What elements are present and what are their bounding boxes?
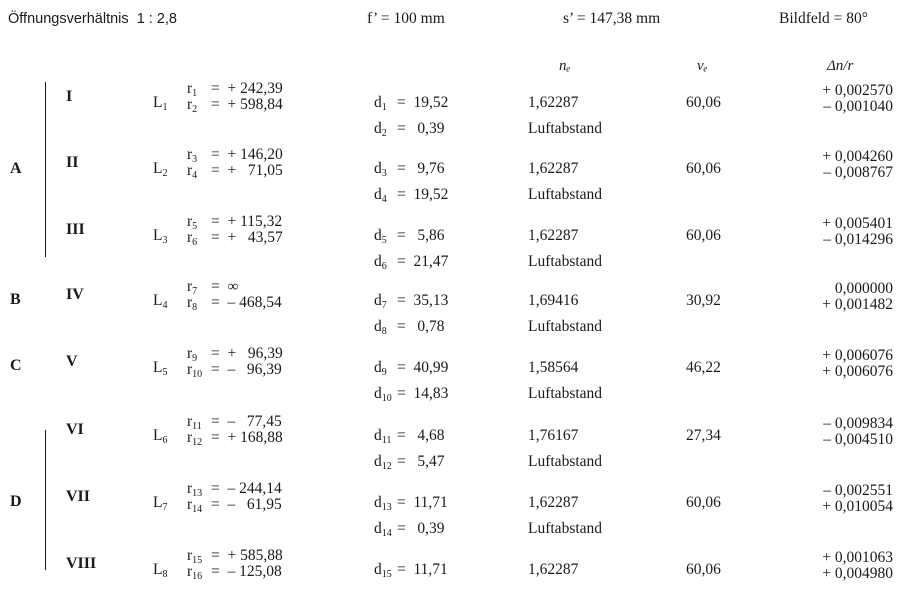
air-gap-label: Luftabstand	[528, 385, 603, 402]
thickness	[374, 227, 387, 247]
air-gap-label: Luftabstand	[528, 120, 603, 137]
radius-back	[187, 361, 202, 381]
delta-n-r-back: – 0,001040	[823, 98, 893, 115]
thickness-subscript: 9	[381, 367, 387, 378]
radius-back-symbol: r	[187, 294, 193, 311]
thickness-value: = 11,71	[397, 494, 448, 511]
abbe-number: 30,92	[686, 292, 721, 309]
delta-n-r-back: + 0,004980	[822, 565, 893, 582]
radius-front-value: = – 77,45	[211, 413, 282, 430]
delta-n-r-front: 0,000000	[834, 280, 893, 297]
thickness	[374, 427, 391, 447]
lens-label-symbol: L	[153, 561, 163, 578]
air-gap-symbol: d	[374, 186, 382, 203]
lens-number: IV	[66, 286, 84, 303]
refractive-index: 1,58564	[528, 359, 579, 376]
air-gap-label: Luftabstand	[528, 318, 603, 335]
radius-back-subscript: 6	[192, 237, 198, 248]
delta-n-r-front: + 0,005401	[822, 215, 893, 232]
radius-back-symbol: r	[187, 563, 193, 580]
delta-n-r-front: + 0,004260	[822, 148, 893, 165]
radius-front-value: = + 96,39	[211, 345, 283, 362]
air-gap-symbol: d	[374, 120, 382, 137]
delta-n-r-back: + 0,001482	[822, 296, 893, 313]
air-gap-symbol: d	[374, 385, 382, 402]
radius-back-value: = – 468,54	[211, 294, 282, 311]
air-gap	[374, 520, 392, 540]
thickness-subscript: 11	[381, 435, 392, 446]
lens-number: III	[66, 221, 85, 238]
radius-back-symbol: r	[187, 496, 193, 513]
thickness-symbol: d	[374, 160, 382, 177]
radius-back	[187, 563, 202, 583]
radius-back-value: = – 96,39	[211, 361, 282, 378]
thickness-subscript: 1	[381, 102, 387, 113]
radius-back-value: = – 61,95	[211, 496, 282, 513]
radius-front-symbol: r	[187, 80, 193, 97]
radius-front-subscript: 1	[192, 88, 198, 99]
air-gap-label: Luftabstand	[528, 520, 603, 537]
thickness	[374, 94, 387, 114]
radius-back-subscript: 16	[192, 571, 203, 582]
refractive-index: 1,62287	[528, 227, 579, 244]
thickness	[374, 359, 387, 379]
group-label-c: C	[10, 357, 22, 374]
air-gap-subscript: 14	[381, 528, 392, 539]
radius-front-subscript: 11	[192, 421, 202, 432]
air-gap	[374, 318, 387, 338]
delta-n-r-front: + 0,006076	[822, 347, 893, 364]
radius-back	[187, 496, 202, 516]
delta-n-r-front: – 0,002551	[823, 482, 893, 499]
radius-front-value: = + 115,32	[211, 213, 283, 230]
radius-back-subscript: 10	[192, 369, 203, 380]
air-gap-label: Luftabstand	[528, 453, 603, 470]
radius-back-symbol: r	[187, 162, 193, 179]
radius-front-symbol: r	[187, 413, 193, 430]
radius-front-subscript: 15	[192, 555, 203, 566]
radius-front-symbol: r	[187, 213, 193, 230]
lens-label-symbol: L	[153, 427, 163, 444]
radius-back	[187, 96, 197, 116]
radius-front-value: = + 242,39	[211, 80, 283, 97]
thickness-value: = 35,13	[397, 292, 449, 309]
lens-label-subscript: 2	[162, 168, 168, 179]
lens-number: V	[66, 353, 78, 370]
lens-label-subscript: 1	[162, 102, 168, 113]
radius-front-subscript: 5	[192, 221, 198, 232]
thickness-symbol: d	[374, 359, 382, 376]
lens-label-subscript: 3	[162, 235, 168, 246]
thickness-value: = 11,71	[397, 561, 448, 578]
air-gap-subscript: 4	[381, 194, 387, 205]
lens-number: VIII	[66, 555, 97, 572]
thickness	[374, 160, 387, 180]
thickness-symbol: d	[374, 292, 382, 309]
back-focal-distance: s’ = 147,38 mm	[563, 10, 661, 27]
radius-back-value: = + 598,84	[211, 96, 283, 113]
group-label-d: D	[10, 493, 22, 510]
lens-label	[153, 227, 167, 247]
thickness	[374, 561, 392, 581]
radius-back-symbol: r	[187, 429, 193, 446]
radius-front-subscript: 9	[192, 353, 198, 364]
delta-n-r-front: + 0,001063	[822, 549, 893, 566]
lens-label	[153, 160, 167, 180]
radius-front-symbol: r	[187, 278, 193, 295]
refractive-index: 1,62287	[528, 94, 579, 111]
aperture-ratio: Öffnungsverhältnis 1 : 2,8	[8, 11, 178, 27]
lens-label	[153, 494, 167, 514]
delta-n-r-back: – 0,004510	[823, 431, 893, 448]
lens-label-subscript: 7	[162, 502, 168, 513]
group-label-a: A	[10, 160, 22, 177]
lens-label	[153, 427, 167, 447]
lens-label-subscript: 8	[162, 569, 168, 580]
radius-front-symbol: r	[187, 345, 193, 362]
radius-back-subscript: 8	[192, 302, 198, 313]
thickness-symbol: d	[374, 94, 382, 111]
delta-n-r-back: + 0,006076	[822, 363, 893, 380]
thickness-subscript: 15	[381, 569, 392, 580]
radius-back	[187, 162, 197, 182]
air-gap-value: = 0,39	[397, 520, 445, 537]
air-gap-value: = 21,47	[397, 253, 449, 270]
lens-number: I	[66, 88, 73, 105]
thickness-subscript: 7	[381, 300, 387, 311]
column-header-ve: νₑ	[697, 58, 708, 74]
lens-label	[153, 94, 167, 114]
lens-label-subscript: 4	[162, 300, 168, 311]
abbe-number: 60,06	[686, 160, 721, 177]
air-gap-label: Luftabstand	[528, 186, 603, 203]
radius-front-value: = ∞	[211, 278, 239, 295]
lens-label-symbol: L	[153, 359, 163, 376]
radius-front-value: = – 244,14	[211, 480, 282, 497]
thickness-value: = 19,52	[397, 94, 449, 111]
radius-back-value: = + 71,05	[211, 162, 283, 179]
thickness-value: = 5,86	[397, 227, 445, 244]
delta-n-r-back: + 0,010054	[822, 498, 893, 515]
air-gap-subscript: 10	[381, 393, 392, 404]
focal-length: f’ = 100 mm	[367, 10, 445, 27]
thickness	[374, 494, 392, 514]
lens-label	[153, 359, 167, 379]
radius-back-subscript: 2	[192, 104, 198, 115]
refractive-index: 1,76167	[528, 427, 579, 444]
radius-back	[187, 429, 202, 449]
radius-back-subscript: 4	[192, 170, 198, 181]
air-gap-value: = 19,52	[397, 186, 449, 203]
air-gap-subscript: 6	[381, 261, 387, 272]
lens-label-subscript: 6	[162, 435, 168, 446]
image-field: Bildfeld = 80°	[779, 10, 868, 27]
air-gap	[374, 120, 387, 140]
air-gap-subscript: 8	[381, 326, 387, 337]
thickness-symbol: d	[374, 494, 382, 511]
air-gap-symbol: d	[374, 453, 382, 470]
air-gap-symbol: d	[374, 520, 382, 537]
radius-back-subscript: 12	[192, 437, 203, 448]
radius-front-symbol: r	[187, 146, 193, 163]
radius-back-symbol: r	[187, 361, 193, 378]
delta-n-r-back: – 0,014296	[823, 231, 893, 248]
thickness-subscript: 13	[381, 502, 392, 513]
delta-n-r-back: – 0,008767	[823, 164, 893, 181]
radius-back-value: = + 168,88	[211, 429, 283, 446]
radius-back-symbol: r	[187, 229, 193, 246]
air-gap-value: = 0,39	[397, 120, 445, 137]
lens-number: II	[66, 154, 79, 171]
lens-label-symbol: L	[153, 227, 163, 244]
lens-number: VII	[66, 488, 91, 505]
thickness-symbol: d	[374, 561, 382, 578]
lens-label-symbol: L	[153, 160, 163, 177]
air-gap-subscript: 12	[381, 461, 392, 472]
thickness-subscript: 5	[381, 235, 387, 246]
radius-front-value: = + 585,88	[211, 547, 283, 564]
refractive-index: 1,62287	[528, 561, 579, 578]
radius-front-subscript: 13	[192, 488, 203, 499]
radius-back	[187, 294, 197, 314]
column-header-dnr: Δn/r	[827, 58, 854, 74]
air-gap-label: Luftabstand	[528, 253, 603, 270]
radius-front-value: = + 146,20	[211, 146, 283, 163]
thickness-symbol: d	[374, 227, 382, 244]
lens-label-subscript: 5	[162, 367, 168, 378]
radius-back	[187, 229, 197, 249]
abbe-number: 60,06	[686, 561, 721, 578]
column-header-ne: nₑ	[559, 58, 571, 74]
air-gap-value: = 0,78	[397, 318, 445, 335]
lens-label-symbol: L	[153, 94, 163, 111]
air-gap-value: = 5,47	[397, 453, 445, 470]
thickness	[374, 292, 387, 312]
radius-front-subscript: 7	[192, 286, 198, 297]
abbe-number: 27,34	[686, 427, 721, 444]
radius-back-value: = – 125,08	[211, 563, 282, 580]
air-gap-subscript: 2	[381, 128, 387, 139]
thickness-subscript: 3	[381, 168, 387, 179]
delta-n-r-front: + 0,002570	[822, 82, 893, 99]
thickness-symbol: d	[374, 427, 382, 444]
lens-label-symbol: L	[153, 494, 163, 511]
abbe-number: 60,06	[686, 94, 721, 111]
radius-back-subscript: 14	[192, 504, 203, 515]
lens-label-symbol: L	[153, 292, 163, 309]
radius-front-subscript: 3	[192, 154, 198, 165]
radius-front-symbol: r	[187, 480, 193, 497]
group-d-brace	[45, 430, 46, 570]
air-gap	[374, 385, 392, 405]
lens-label	[153, 292, 167, 312]
group-a-brace	[45, 82, 46, 257]
lens-label	[153, 561, 167, 581]
air-gap	[374, 253, 387, 273]
thickness-value: = 40,99	[397, 359, 449, 376]
radius-back-value: = + 43,57	[211, 229, 283, 246]
thickness-value: = 4,68	[397, 427, 445, 444]
abbe-number: 46,22	[686, 359, 721, 376]
lens-number: VI	[66, 421, 84, 438]
air-gap	[374, 453, 392, 473]
refractive-index: 1,69416	[528, 292, 579, 309]
air-gap	[374, 186, 387, 206]
abbe-number: 60,06	[686, 227, 721, 244]
radius-front-symbol: r	[187, 547, 193, 564]
radius-back-symbol: r	[187, 96, 193, 113]
air-gap-symbol: d	[374, 318, 382, 335]
air-gap-value: = 14,83	[397, 385, 449, 402]
refractive-index: 1,62287	[528, 494, 579, 511]
delta-n-r-front: – 0,009834	[823, 415, 893, 432]
group-label-b: B	[10, 291, 21, 308]
refractive-index: 1,62287	[528, 160, 579, 177]
abbe-number: 60,06	[686, 494, 721, 511]
thickness-value: = 9,76	[397, 160, 445, 177]
air-gap-symbol: d	[374, 253, 382, 270]
